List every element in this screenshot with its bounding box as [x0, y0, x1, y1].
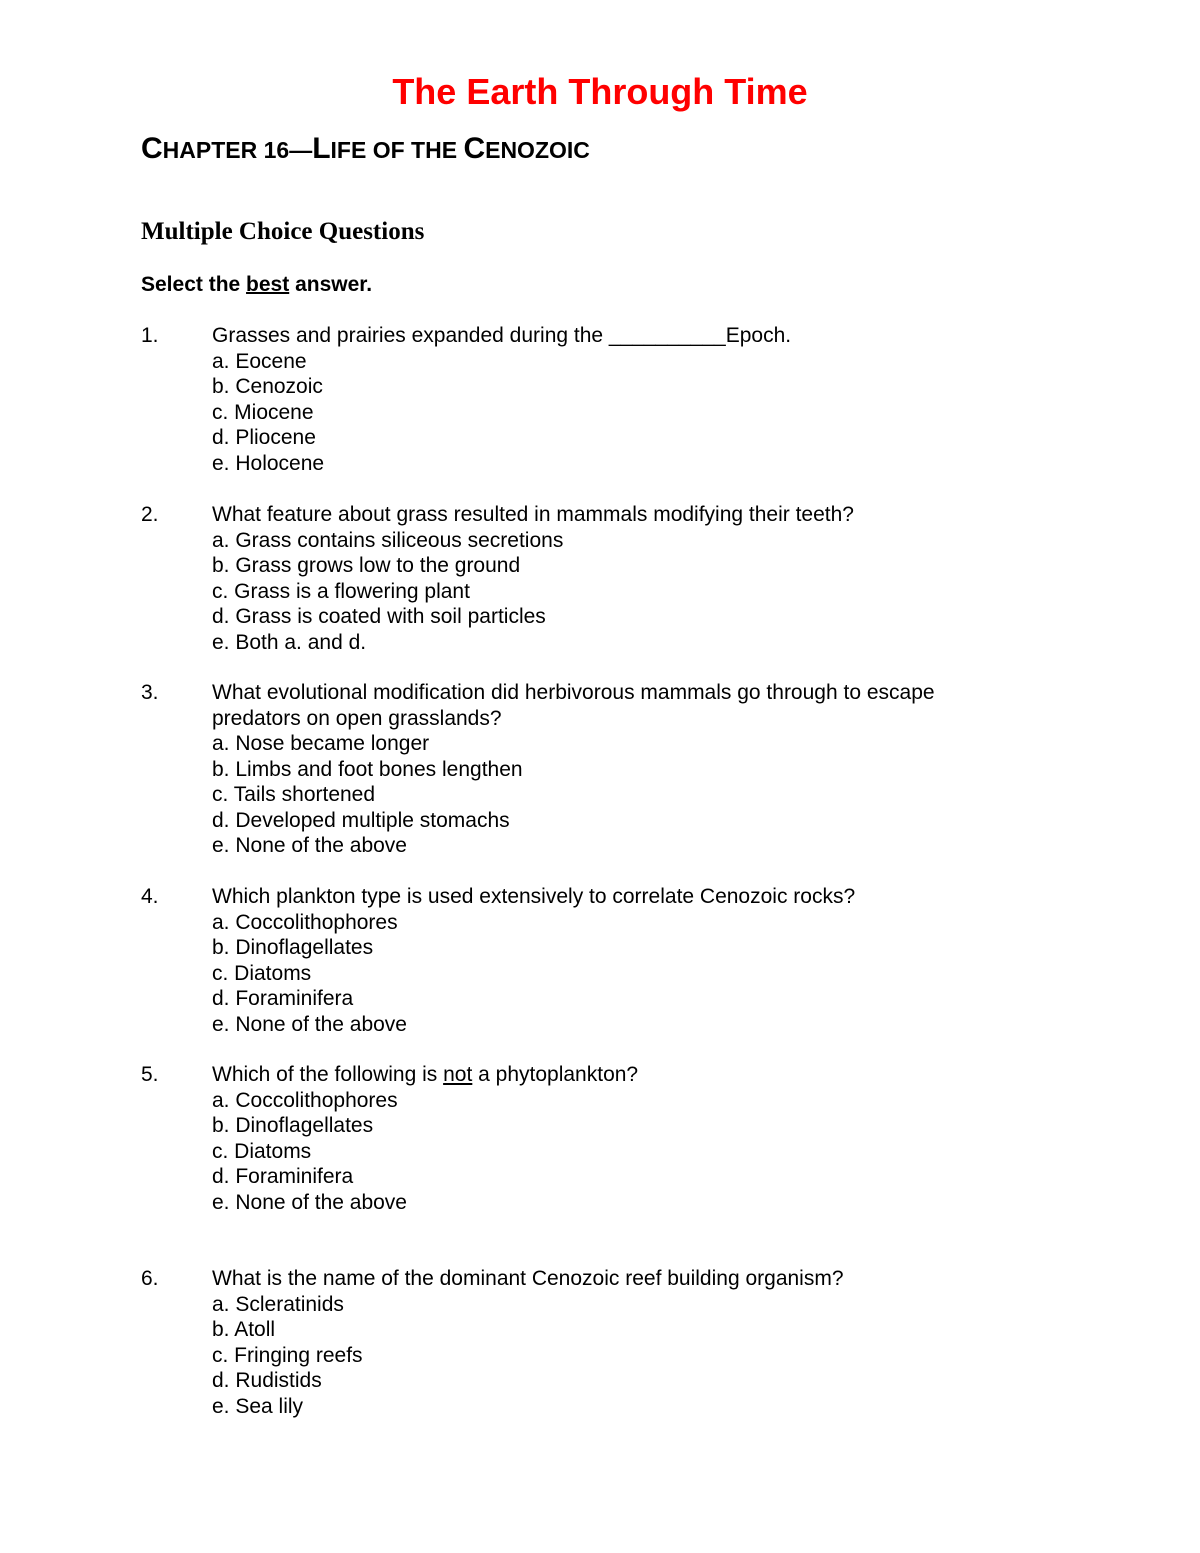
answer-option: e. Both a. and d.	[212, 630, 367, 654]
document-title: The Earth Through Time	[392, 71, 808, 112]
answer-option: a. Coccolithophores	[212, 910, 398, 934]
answer-option: e. Sea lily	[212, 1394, 304, 1418]
answer-option: d. Grass is coated with soil particles	[212, 605, 546, 628]
question-number: 4.	[141, 885, 159, 908]
answer-option: c. Diatoms	[212, 961, 312, 985]
answer-option: b. Dinoflagellates	[212, 936, 374, 959]
question-number: 3.	[141, 681, 159, 704]
answer-option: e. None of the above	[212, 834, 407, 857]
answer-option: e. Holocene	[212, 451, 325, 475]
question-number: 5.	[141, 1063, 159, 1086]
question-stem-line: What evolutional modification did herbivorous mammals go through to escape	[212, 681, 935, 704]
answer-option: c. Fringing reefs	[212, 1343, 363, 1367]
answer-option: d. Rudistids	[212, 1369, 322, 1392]
answer-option: b. Grass grows low to the ground	[212, 554, 521, 577]
answer-option: a. Eocene	[212, 349, 307, 373]
answer-option: a. Nose became longer	[212, 732, 430, 755]
question-body	[212, 323, 1072, 476]
answer-option: a. Scleratinids	[212, 1292, 344, 1316]
answer-option: b. Cenozoic	[212, 375, 323, 398]
question-stem: What feature about grass resulted in mammals modifying their teeth?	[212, 503, 854, 526]
answer-option: b. Limbs and foot bones lengthen	[212, 757, 523, 781]
question-body	[212, 1266, 1072, 1419]
question-stem: Which plankton type is used extensively to correlate Cenozoic rocks?	[212, 885, 856, 908]
chapter-heading-part: C	[141, 132, 163, 165]
question-stem-part: a phytoplankton?	[472, 1063, 639, 1086]
question-stem	[212, 1062, 1072, 1088]
section-heading: Multiple Choice Questions	[141, 218, 425, 245]
chapter-heading-part: C	[463, 132, 486, 165]
question-stem-part: Which of the following is	[212, 1063, 444, 1086]
chapter-heading	[141, 130, 590, 169]
question-number: 1.	[141, 324, 159, 347]
question-stem: What is the name of the dominant Cenozoic reef building organism?	[212, 1267, 844, 1290]
answer-option: d. Foraminifera	[212, 987, 354, 1010]
answer-option: d. Pliocene	[212, 426, 316, 449]
question-body	[212, 680, 1072, 859]
chapter-heading-part: IFE OF THE	[330, 137, 464, 163]
question-number: 2.	[141, 503, 159, 526]
chapter-heading-part: HAPTER 16—	[162, 137, 313, 163]
answer-option: c. Grass is a flowering plant	[212, 579, 470, 603]
answer-option: d. Developed multiple stomachs	[212, 808, 510, 832]
instruction-part: answer.	[289, 273, 373, 296]
question-body	[212, 502, 1072, 655]
instruction-emphasis: best	[246, 273, 290, 296]
question-body	[212, 884, 1072, 1037]
chapter-heading-part: L	[312, 132, 331, 165]
instruction-text	[141, 271, 372, 299]
chapter-heading-part: ENOZOIC	[485, 137, 590, 163]
answer-option: c. Tails shortened	[212, 783, 376, 806]
instruction-part: Select the	[141, 273, 247, 296]
answer-option: e. None of the above	[212, 1190, 407, 1214]
answer-option: b. Dinoflagellates	[212, 1114, 374, 1137]
answer-option: c. Miocene	[212, 400, 314, 424]
question-stem-emphasis: not	[443, 1063, 473, 1086]
question-body	[212, 1062, 1072, 1215]
answer-option: c. Diatoms	[212, 1139, 312, 1163]
question-stem: Grasses and prairies expanded during the __________Epoch.	[212, 324, 792, 347]
answer-option: d. Foraminifera	[212, 1165, 354, 1188]
answer-option: a. Coccolithophores	[212, 1088, 398, 1112]
answer-option: e. None of the above	[212, 1012, 407, 1036]
answer-option: a. Grass contains siliceous secretions	[212, 528, 564, 552]
answer-option: b. Atoll	[212, 1318, 276, 1341]
question-number: 6.	[141, 1267, 159, 1290]
question-stem-line: predators on open grasslands?	[212, 706, 502, 730]
